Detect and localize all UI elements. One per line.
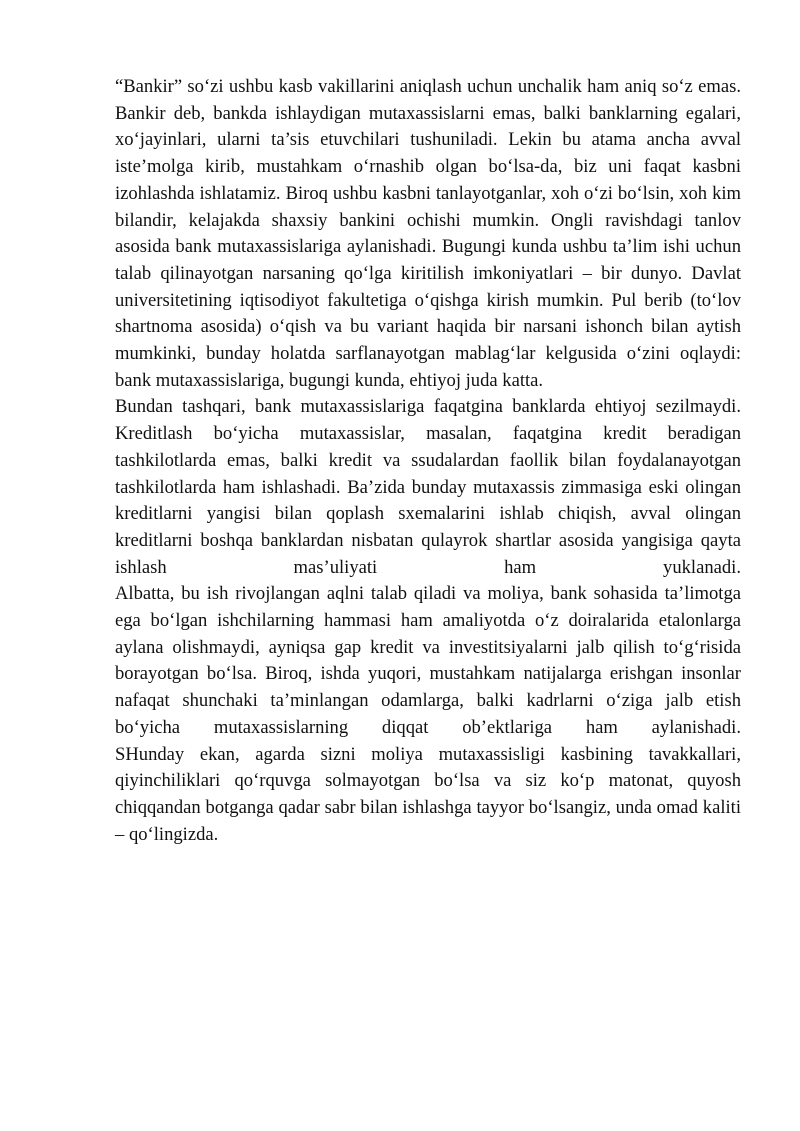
paragraph-intellect-requirements: Albatta, bu ish rivojlangan aqlni talab qiladi va moliya, bank sohasida ta’limotga ega bo‘lgan ishchilarning hammasi ham amaliyotda o‘z doiralarida etalonlarga aylana olishmaydi, ayniqsa gap kredit va investitsiyalarni jalb qilish to‘g‘risida borayotgan bo‘lsa. Biroq, ishda yuqori, mustahkam natijalarga erishgan insonlar nafaqat shunchaki ta’minlangan odamlarga, balki kadrlarni o‘ziga jalb etish bo‘yicha mutaxassislarning diqqat ob’ektlariga ham aylanishadi. <box>115 583 741 738</box>
document-body <box>115 74 741 848</box>
paragraph-credit-specialists: Bundan tashqari, bank mutaxassislariga faqatgina banklarda ehtiyoj sezilmaydi. Kreditlash bo‘yicha mutaxassislar, masalan, faqatgina kredit beradigan tashkilotlarda emas, balki kredit va ssudalardan faollik bilan foydalanayotgan tashkilotlarda ham ishlashadi. Ba’zida bunday mutaxassis zimmasiga eski olingan kreditlarni yangisi bilan qoplash sxemalarini ishlab chiqish, avval olingan kreditlarni boshqa banklardan nisbatan qulayrok shartlar asosida yangisiga qayta ishlash mas’uliyati ham yuklanadi. <box>115 396 741 578</box>
paragraph-conclusion: SHunday ekan, agarda sizni moliya mutaxassisligi kasbining tavakkallari, qiyinchiliklari qo‘rquvga solmayotgan bo‘lsa va siz ko‘p matonat, quyosh chiqqandan botganga qadar sabr bilan ishlashga tayyor bo‘lsangiz, unda omad kaliti – qo‘lingizda. <box>115 743 741 845</box>
paragraph-bankir-definition: “Bankir” so‘zi ushbu kasb vakillarini aniqlash uchun unchalik ham aniq so‘z emas. Bankir deb, bankda ishlaydigan mutaxassislarni emas, balki banklarning egalari, xo‘jayinlari, ularni ta’sis etuvchilari tushuniladi. Lekin bu atama ancha avval iste’molga kirib, mustahkam o‘rnashib olgan bo‘lsa-da, biz uni faqat kasbni izohlashda ishlatamiz. Biroq ushbu kasbni tanlayotganlar, xoh o‘zi bo‘lsin, xoh kim bilandir, kelajakda shaxsiy bankini ochishi mumkin. Ongli ravishdagi tanlov asosida bank mutaxassislariga aylanishadi. Bugungi kunda ushbu ta’lim ishi uchun talab qilinayotgan narsaning qo‘lga kiritilish imkoniyatlari – bir dunyo. Davlat universitetining iqtisodiyot fakultetiga o‘qishga kirish mumkin. Pul berib (to‘lov shartnoma asosida) o‘qish va bu variant haqida bir narsani ishonch bilan aytish mumkinki, bunday holatda sarflanayotgan mablag‘lar kelgusida o‘zini oqlaydi: bank mutaxassislariga, bugungi kunda, ehtiyoj juda katta. <box>115 76 741 391</box>
